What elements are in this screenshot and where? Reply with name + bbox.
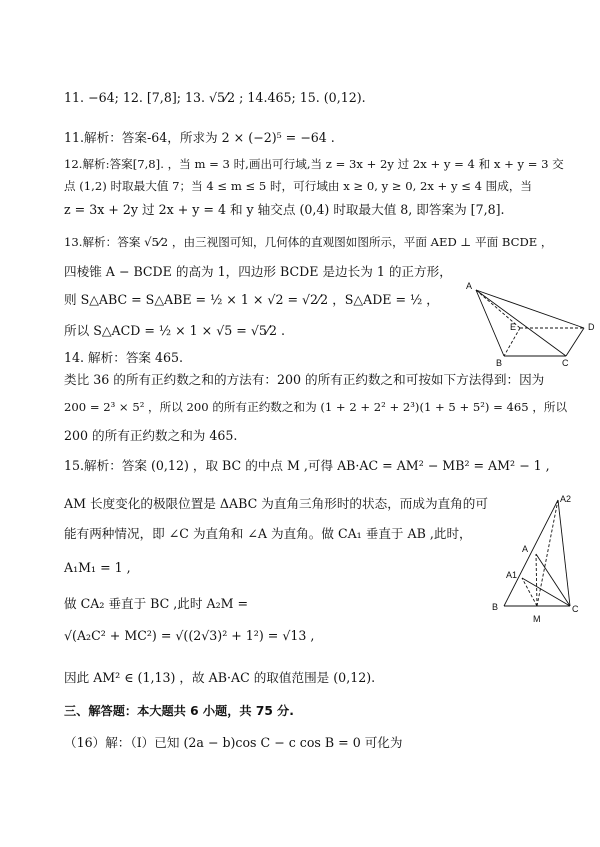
section-heading: 三、解答题：本大题共 6 小题，共 75 分. [64,704,294,718]
pyramid-figure [462,280,600,370]
q16-start: （16）解：（Ⅰ）已知 (2a − b)cos C − c cos B = 0 可化为 [64,735,403,750]
q14-solution-line1: 类比 36 的所有正约数之和的方法有：200 的所有正约数之和可按如下方法得到：因为 [64,372,545,387]
q15-solution-line7: 因此 AM² ∈ (1,13) ，故 AB·AC 的取值范围是 (0,12). [64,670,376,685]
q13-solution-line4: 所以 S△ACD = ½ × 1 × √5 = √5⁄2 . [64,323,285,338]
q13-solution-line1: 13.解析：答案 √5⁄2 ，由三视图可知，几何体的直观图如图所示，平面 AED ⊥ 平面 BCDE ， [64,235,553,249]
q12-solution-line1: 12.解析:答案[7,8]. ，当 m = 3 时,画出可行域,当 z = 3x + 2y 过 2x + y = 4 和 x + y = 3 交 [64,157,564,171]
answer-summary-line: 11. −64; 12. [7,8]; 13. √5⁄2 ; 14.465; 15. (0,12). [64,90,366,105]
q15-solution-line5: 做 CA₂ 垂直于 BC ,此时 A₂M = [64,596,249,611]
fig2-label-m: M [533,614,541,624]
q14-solution-line3: 200 的所有正约数之和为 465. [64,428,238,443]
q15-solution-line3: 能有两种情况，即 ∠C 为直角和 ∠A 为直角。做 CA₁ 垂直于 AB ,此时， [64,526,472,541]
fig1-label-b: B [496,358,503,368]
fig1-label-a: A [466,281,473,291]
fig2-label-a2: A2 [560,494,572,504]
fig1-label-e: E [510,322,517,332]
q15-solution-line1: 15.解析：答案 (0,12) ，取 BC 的中点 M ,可得 AB·AC = AM² − MB² = AM² − 1 , [64,458,550,473]
q12-solution-line3: z = 3x + 2y 过 2x + y = 4 和 y 轴交点 (0,4) 时取最大值 8, 即答案为 [7,8]. [64,202,505,217]
fig1-label-d: D [588,322,595,332]
fig2-label-a: A [522,544,529,554]
q14-answer: 14. 解析：答案 465. [64,350,184,365]
fig1-label-c: C [562,358,569,368]
fig2-label-b: B [492,602,499,612]
fig2-label-a1: A1 [506,570,518,580]
triangle-figure [490,492,580,632]
q13-solution-line3: 则 S△ABC = S△ABE = ½ × 1 × √2 = √2⁄2 ，S△ADE = ½ ， [64,292,439,307]
q11-solution: 11.解析：答案-64，所求为 2 × (−2)⁵ = −64 . [64,130,335,145]
q15-solution-line2: AM 长度变化的极限位置是 ΔABC 为直角三角形时的状态，而成为直角的可 [64,496,488,511]
fig2-label-c: C [572,604,579,614]
q15-solution-line4: A₁M₁ = 1 , [64,560,131,575]
q13-solution-line2: 四棱锥 A − BCDE 的高为 1，四边形 BCDE 是边长为 1 的正方形， [64,264,452,279]
q12-solution-line2: 点 (1,2) 时取最大值 7；当 4 ≤ m ≤ 5 时，可行域由 x ≥ 0, y ≥ 0, 2x + y ≤ 4 围成，当 [64,179,533,193]
q14-solution-line2: 200 = 2³ × 5² ，所以 200 的所有正约数之和为 (1 + 2 + 2² + 2³)(1 + 5 + 5²) = 465 ，所以 [64,400,568,414]
q15-solution-line6: √(A₂C² + MC²) = √((2√3)² + 1²) = √13 , [64,628,315,643]
